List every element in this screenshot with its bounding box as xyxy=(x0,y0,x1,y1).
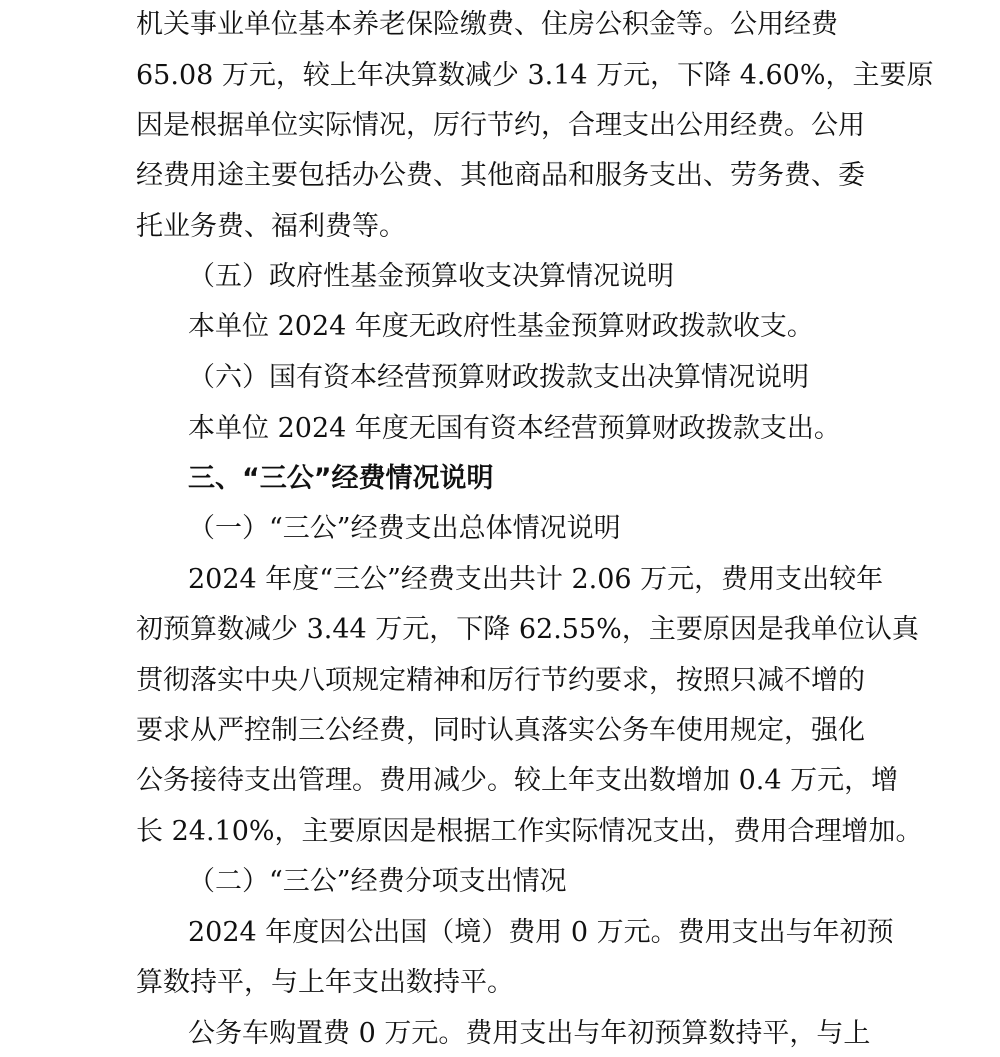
body-text-line: 公务车购置费 0 万元。费用支出与年初预算数持平，与上 xyxy=(188,1018,871,1049)
body-text-line: 2024 年度因公出国（境）费用 0 万元。费用支出与年初预 xyxy=(188,917,894,948)
section-heading-5: （五）政府性基金预算收支决算情况说明 xyxy=(188,261,674,292)
body-text-line: 2024 年度“三公”经费支出共计 2.06 万元，费用支出较年 xyxy=(188,564,884,595)
body-text-line: 65.08 万元，较上年决算数减少 3.14 万元，下降 4.60%，主要原 xyxy=(136,60,934,91)
body-text-line: 机关事业单位基本养老保险缴费、住房公积金等。公用经费 xyxy=(136,9,838,40)
body-text-line: 经费用途主要包括办公费、其他商品和服务支出、劳务费、委 xyxy=(136,160,865,191)
section-heading-6: （六）国有资本经营预算财政拨款支出决算情况说明 xyxy=(188,362,809,393)
body-text-line: 贯彻落实中央八项规定精神和厉行节约要求，按照只减不增的 xyxy=(136,665,865,696)
body-text-line: 长 24.10%，主要原因是根据工作实际情况支出，费用合理增加。 xyxy=(136,816,923,847)
body-text-line: 算数持平，与上年支出数持平。 xyxy=(136,967,514,998)
chapter-heading-3: 三、“三公”经费情况说明 xyxy=(188,463,494,494)
body-text-line: 公务接待支出管理。费用减少。较上年支出数增加 0.4 万元，增 xyxy=(136,765,899,796)
body-text-line: 本单位 2024 年度无政府性基金预算财政拨款收支。 xyxy=(188,311,814,342)
body-text-line: 托业务费、福利费等。 xyxy=(136,211,406,242)
subsection-heading-2: （二）“三公”经费分项支出情况 xyxy=(188,866,567,897)
body-text-line: 要求从严控制三公经费，同时认真落实公务车使用规定，强化 xyxy=(136,715,865,746)
body-text-line: 因是根据单位实际情况，厉行节约，合理支出公用经费。公用 xyxy=(136,110,865,141)
subsection-heading-1: （一）“三公”经费支出总体情况说明 xyxy=(188,513,621,544)
body-text-line: 本单位 2024 年度无国有资本经营预算财政拨款支出。 xyxy=(188,413,841,444)
body-text-line: 初预算数减少 3.44 万元，下降 62.55%，主要原因是我单位认真 xyxy=(136,614,919,645)
